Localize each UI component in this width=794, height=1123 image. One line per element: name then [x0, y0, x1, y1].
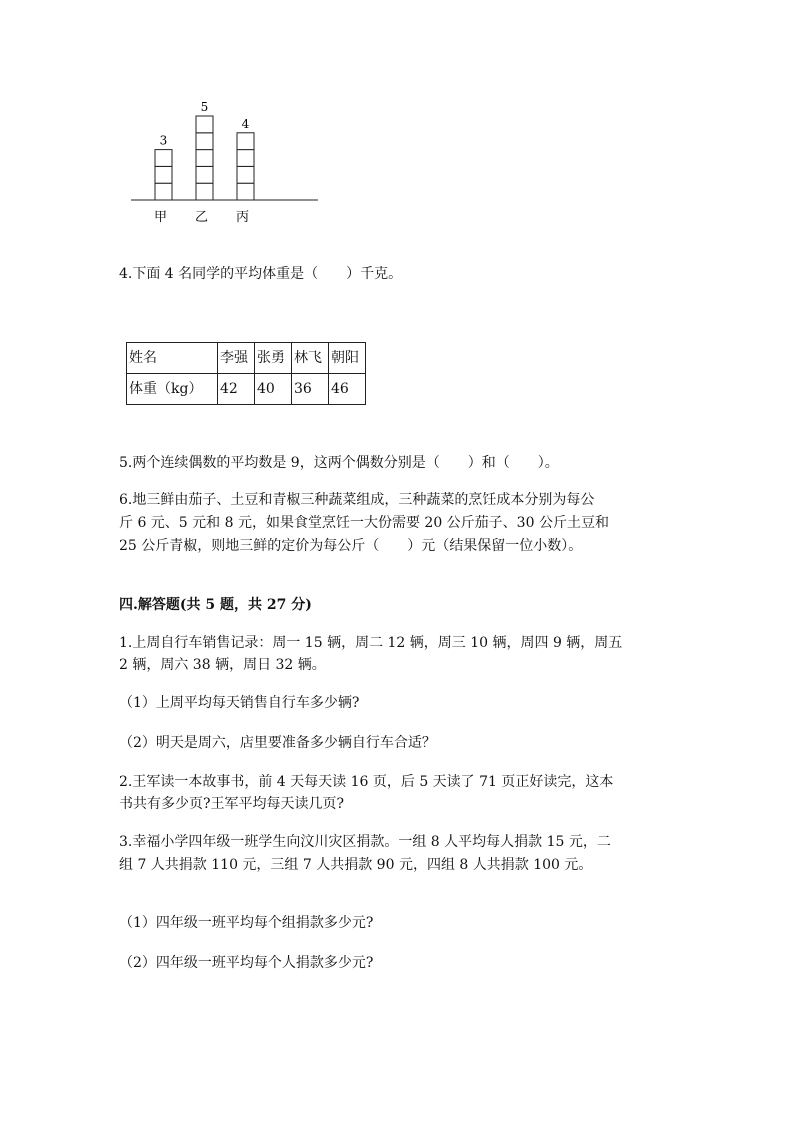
question-6-line: 25 公斤青椒，则地三鲜的定价为每公斤（ ）元（结果保留一位小数）。	[119, 538, 583, 554]
bar-block	[196, 116, 213, 133]
bar-block	[155, 150, 172, 167]
bar-block	[155, 166, 172, 183]
problem-3-sub-2: （2）四年级一班平均每个人捐款多少元?	[119, 955, 374, 971]
problem-2-line: 书共有多少页?王军平均每天读几页?	[119, 796, 345, 812]
category-label: 乙	[194, 210, 209, 225]
table-cell: 李强	[218, 343, 255, 374]
problem-2-line: 2.王军读一本故事书，前 4 天每天读 16 页，后 5 天读了 71 页正好读完，这本	[119, 774, 614, 790]
table-cell: 张勇	[255, 343, 292, 374]
table-row	[127, 343, 366, 374]
problem-3-sub-1: （1）四年级一班平均每个组捐款多少元?	[119, 915, 374, 931]
question-4: 4.下面 4 名同学的平均体重是（ ）千克。	[119, 266, 403, 282]
block-chart	[0, 0, 340, 240]
bar-block	[237, 166, 254, 183]
problem-1-line: 1.上周自行车销售记录：周一 15 辆，周二 12 辆，周三 10 辆，周四 9 辆，周五	[119, 635, 623, 651]
bar-block	[237, 183, 254, 200]
bar-block	[196, 183, 213, 200]
table-cell: 46	[329, 374, 366, 405]
table-row	[127, 374, 366, 405]
bar-value-label: 3	[159, 133, 168, 148]
problem-3-line: 组 7 人共捐款 110 元，三组 7 人共捐款 90 元，四组 8 人共捐款 100 元。	[119, 857, 593, 873]
table-cell: 林飞	[292, 343, 329, 374]
question-5: 5.两个连续偶数的平均数是 9，这两个偶数分别是（ ）和（ ）。	[119, 455, 559, 471]
category-label: 丙	[235, 210, 250, 225]
bar-block	[237, 133, 254, 150]
table-cell: 姓名	[127, 343, 218, 374]
category-label: 甲	[153, 210, 168, 225]
table-cell: 42	[218, 374, 255, 405]
question-6-line: 斤 6 元、5 元和 8 元，如果食堂烹饪一大份需要 20 公斤茄子、30 公斤土豆和	[119, 515, 609, 531]
bar-value-label: 5	[200, 100, 209, 114]
problem-1-line: 2 辆，周六 38 辆，周日 32 辆。	[119, 657, 326, 673]
bar-block	[196, 150, 213, 167]
table-cell: 朝阳	[329, 343, 366, 374]
bar-block	[155, 183, 172, 200]
table-cell: 40	[255, 374, 292, 405]
bar-value-label: 4	[241, 116, 250, 131]
table-cell: 36	[292, 374, 329, 405]
problem-1-sub-2: （2）明天是周六，店里要准备多少辆自行车合适？	[119, 735, 436, 751]
problem-1-sub-1: （1）上周平均每天销售自行车多少辆?	[119, 695, 360, 711]
bar-block	[196, 133, 213, 150]
bar-block	[237, 150, 254, 167]
table-cell: 体重（kg）	[127, 374, 218, 405]
section-heading: 四.解答题(共 5 题，共 27 分)	[119, 597, 312, 613]
question-6-line: 6.地三鲜由茄子、土豆和青椒三种蔬菜组成，三种蔬菜的烹饪成本分别为每公	[119, 492, 595, 508]
bar-block	[196, 166, 213, 183]
problem-3-line: 3.幸福小学四年级一班学生向汶川灾区捐款。一组 8 人平均每人捐款 15 元，二	[119, 834, 611, 850]
weight-table	[126, 342, 366, 405]
